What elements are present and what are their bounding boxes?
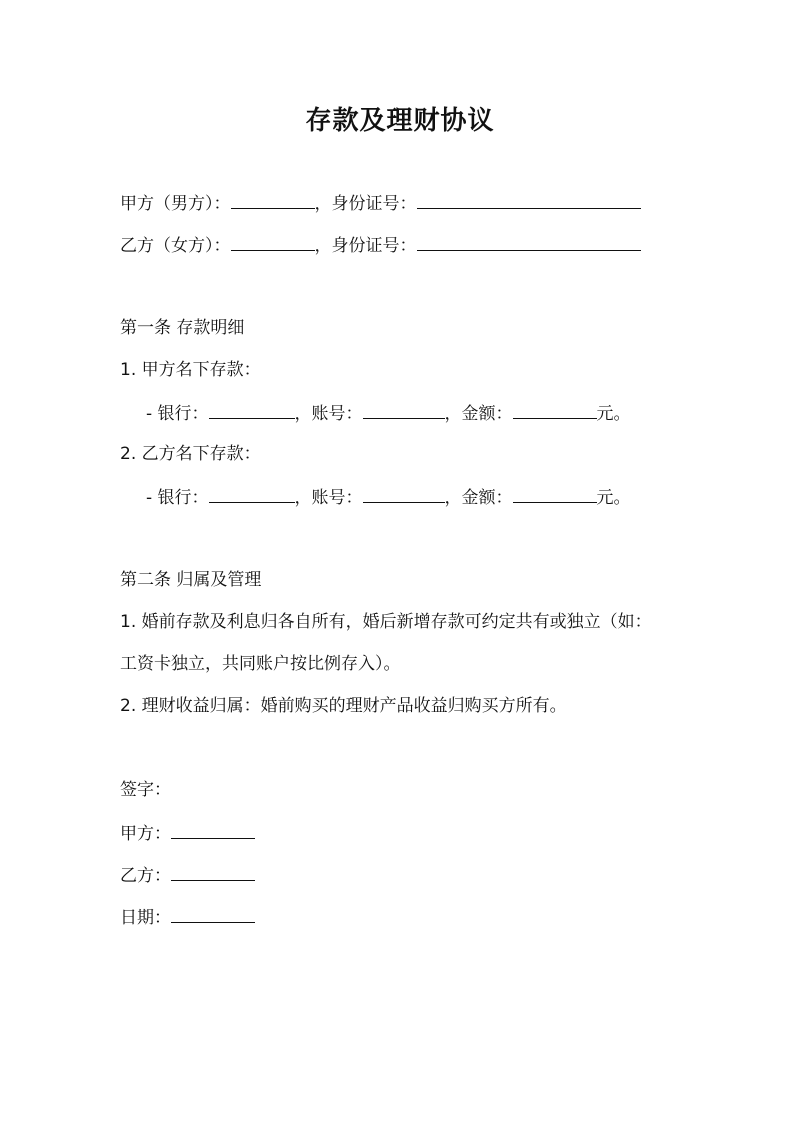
bank-label: - 银行： (146, 488, 209, 508)
article2-item1-line1: 1. 婚前存款及利息归各自所有，婚后新增存款可约定共有或独立（如： (120, 612, 652, 632)
signature-date-line (120, 904, 255, 930)
article2-heading: 第二条 归属及管理 (120, 570, 262, 590)
article1-heading: 第一条 存款明细 (120, 318, 245, 338)
party-b-line (120, 232, 641, 258)
party-b-id-label: ，身份证号： (314, 236, 417, 256)
party-a-line (120, 190, 641, 216)
party-b-bank-field[interactable] (209, 484, 295, 503)
party-b-name-field[interactable] (231, 232, 315, 251)
party-a-label: 甲方（男方）： (120, 194, 231, 214)
bank-label: - 银行： (146, 404, 209, 424)
article1-item2: 2. 乙方名下存款： (120, 444, 261, 464)
party-a-id-field[interactable] (417, 190, 641, 209)
amount-label: ，金额： (444, 404, 513, 424)
amount-label: ，金额： (444, 488, 513, 508)
signature-party-b-label: 乙方： (120, 866, 171, 886)
document-title: 存款及理财协议 (305, 106, 495, 136)
party-a-bank-field[interactable] (209, 400, 295, 419)
party-b-id-field[interactable] (417, 232, 641, 251)
signature-party-a-line (120, 820, 255, 846)
party-b-amount-field[interactable] (513, 484, 597, 503)
party-a-name-field[interactable] (231, 190, 315, 209)
article2-item1-line2: 工资卡独立，共同账户按比例存入）。 (120, 654, 401, 674)
party-b-account-field[interactable] (363, 484, 445, 503)
article1-item1: 1. 甲方名下存款： (120, 360, 261, 380)
unit-label: 元。 (596, 404, 631, 424)
party-a-amount-field[interactable] (513, 400, 597, 419)
signature-party-a-field[interactable] (171, 820, 255, 839)
signature-party-b-line (120, 862, 255, 888)
signature-heading: 签字： (120, 780, 171, 800)
party-b-deposit-line (146, 484, 631, 510)
signature-date-label: 日期： (120, 908, 171, 928)
signature-party-b-field[interactable] (171, 862, 255, 881)
party-a-id-label: ，身份证号： (314, 194, 417, 214)
account-label: ，账号： (294, 404, 363, 424)
account-label: ，账号： (294, 488, 363, 508)
signature-date-field[interactable] (171, 904, 255, 923)
article2-item2: 2. 理财收益归属：婚前购买的理财产品收益归购买方所有。 (120, 696, 567, 716)
party-b-label: 乙方（女方）： (120, 236, 231, 256)
unit-label: 元。 (596, 488, 631, 508)
party-a-account-field[interactable] (363, 400, 445, 419)
party-a-deposit-line (146, 400, 631, 426)
signature-party-a-label: 甲方： (120, 824, 171, 844)
